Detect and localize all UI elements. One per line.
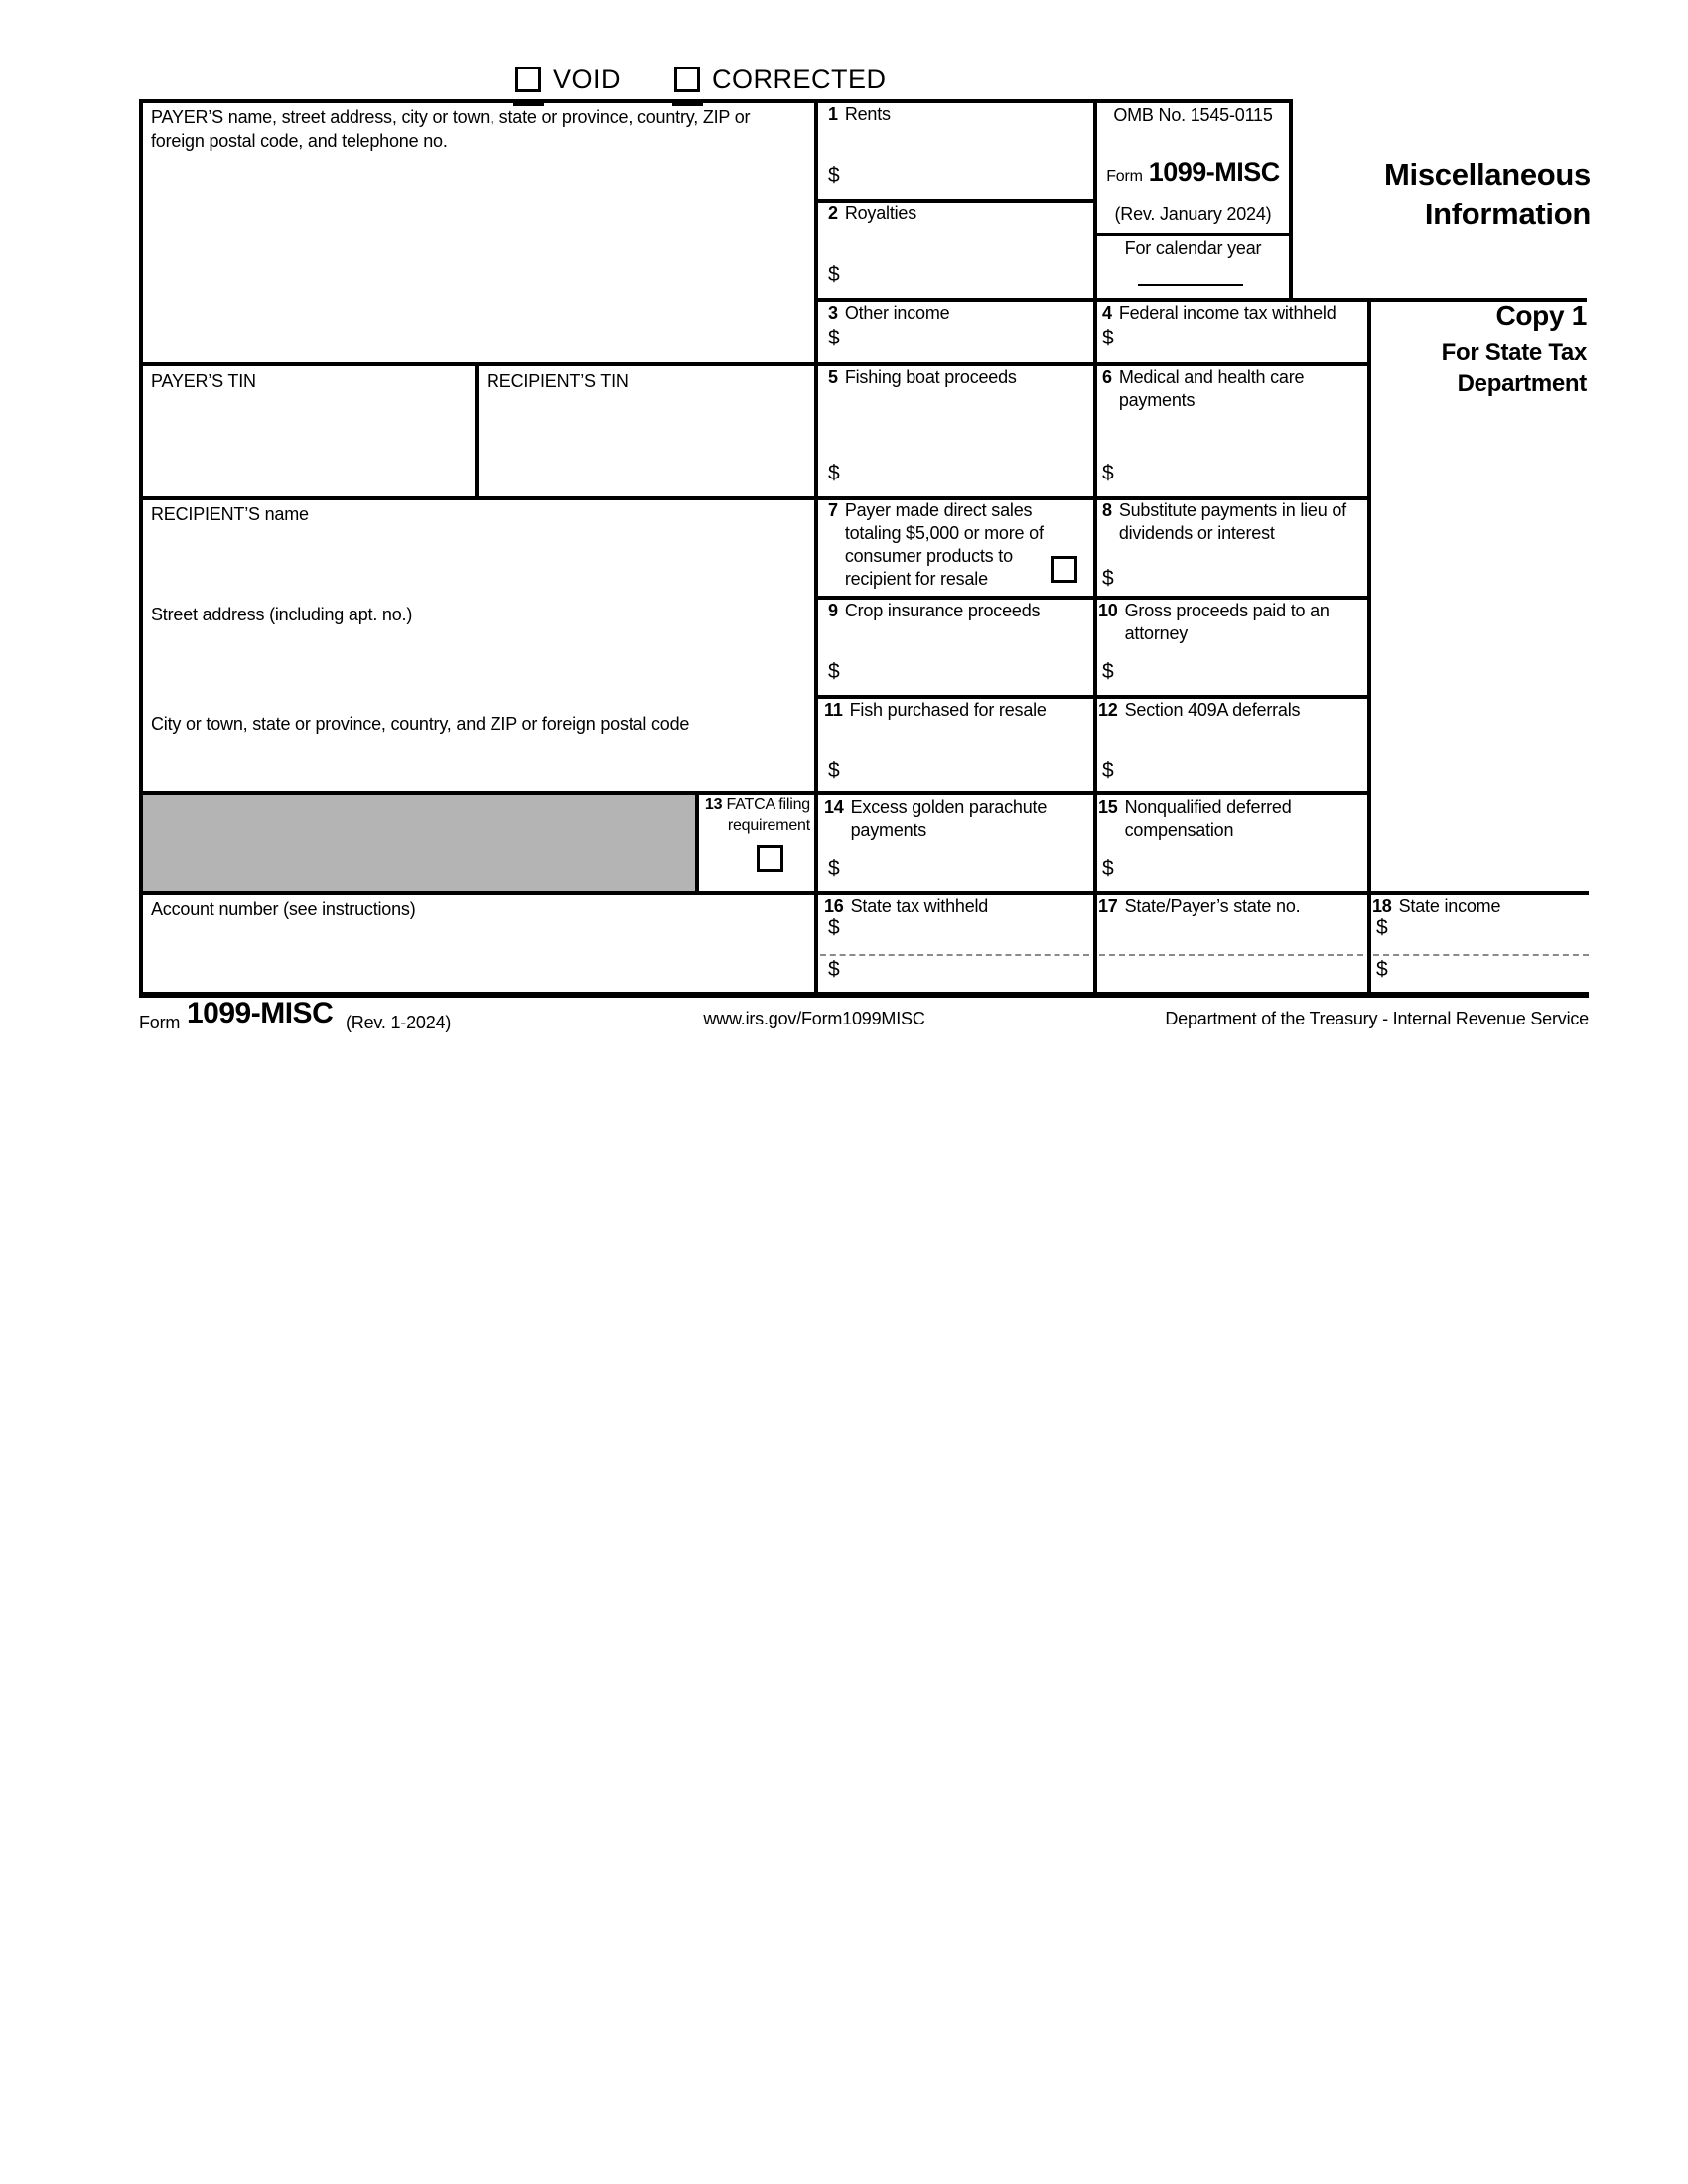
- form-word: Form: [1106, 168, 1143, 185]
- box-12-number: 12: [1098, 700, 1118, 720]
- shaded-unused-area: [141, 793, 695, 891]
- recipient-tin-field[interactable]: [483, 395, 810, 492]
- box-4-label: [1102, 302, 1366, 325]
- box-13-label: [695, 794, 810, 836]
- box-9-number: 9: [828, 601, 838, 620]
- copy-for-line2: Department: [1457, 370, 1587, 397]
- box-17-number: 17: [1098, 896, 1118, 916]
- box-3-number: 3: [828, 303, 838, 323]
- box-3-label: [828, 302, 1027, 325]
- direct-sales-checkbox[interactable]: [1051, 556, 1077, 583]
- account-number-label: Account number (see instructions): [151, 899, 416, 919]
- form-title-line2: Information: [1424, 197, 1591, 231]
- city-field[interactable]: [145, 743, 810, 787]
- box-6-label: [1102, 366, 1350, 412]
- street-address-field[interactable]: [145, 635, 810, 705]
- void-checkbox[interactable]: [515, 67, 541, 92]
- box-18-dollar-sign-1: $: [1376, 916, 1388, 939]
- box-2-number: 2: [828, 204, 838, 223]
- box-1-number: 1: [828, 104, 838, 124]
- box-7-text: Payer made direct sales totaling $5,000 or more of consumer products to recipient for resale: [844, 500, 1044, 589]
- box-9-label: [828, 600, 1076, 622]
- box-10-text: Gross proceeds paid to an attorney: [1124, 601, 1330, 643]
- box-14-dollar-sign: $: [828, 857, 840, 880]
- box-11-text: Fish purchased for resale: [849, 700, 1047, 720]
- payer-tin-field[interactable]: [145, 395, 471, 492]
- box-16-dollar-sign-2: $: [828, 958, 840, 981]
- divider-dashed-box18: [1373, 954, 1589, 956]
- box-10-number: 10: [1098, 601, 1118, 620]
- box-12-text: Section 409A deferrals: [1124, 700, 1301, 720]
- box-4-number: 4: [1102, 303, 1112, 323]
- divider-top-border: [139, 99, 1289, 103]
- box-8-text: Substitute payments in lieu of dividends or interest: [1118, 500, 1346, 543]
- divider-main-column: [814, 99, 818, 998]
- box-18-label: [1372, 895, 1581, 918]
- box-15-label: [1098, 796, 1358, 842]
- box-15-number: 15: [1098, 797, 1118, 817]
- calendar-year-label: For calendar year: [1124, 238, 1262, 258]
- box-16-text: State tax withheld: [850, 896, 989, 916]
- box-8-number: 8: [1102, 500, 1112, 520]
- corrected-label: CORRECTED: [712, 65, 887, 94]
- form-revision: (Rev. January 2024): [1114, 205, 1272, 224]
- box-6-dollar-sign: $: [1102, 462, 1114, 484]
- recipient-tin-label: RECIPIENT’S TIN: [487, 371, 629, 391]
- box-15-text: Nonqualified deferred compensation: [1124, 797, 1292, 840]
- box-16-label: [824, 895, 1072, 918]
- divider-dashed-box17: [1099, 954, 1363, 956]
- fatca-checkbox[interactable]: [757, 845, 783, 872]
- copy-for-line1: For State Tax: [1441, 340, 1587, 366]
- box-3-text: Other income: [844, 303, 950, 323]
- divider-tin-columns: [475, 362, 479, 500]
- payer-info-field[interactable]: [145, 159, 810, 357]
- account-number-field[interactable]: [145, 925, 810, 989]
- footer-url: www.irs.gov/Form1099MISC: [703, 1009, 925, 1028]
- box-14-number: 14: [824, 797, 844, 817]
- box-9-text: Crop insurance proceeds: [844, 601, 1041, 620]
- box-4-text: Federal income tax withheld: [1118, 303, 1336, 323]
- city-label: City or town, state or province, country, and ZIP or foreign postal code: [151, 714, 690, 734]
- box-2-dollar-sign: $: [828, 263, 840, 286]
- box-7-number: 7: [828, 500, 838, 520]
- corrected-checkbox[interactable]: [674, 67, 700, 92]
- box-7-label: [828, 499, 1076, 591]
- box-4-dollar-sign: $: [1102, 327, 1114, 349]
- street-address-label: Street address (including apt. no.): [151, 605, 413, 624]
- divider-left-border: [139, 99, 143, 998]
- box-5-number: 5: [828, 367, 838, 387]
- box-6-number: 6: [1102, 367, 1112, 387]
- box-1-label: [828, 103, 1027, 126]
- void-label: VOID: [553, 65, 622, 94]
- box-3-dollar-sign: $: [828, 327, 840, 349]
- omb-number: OMB No. 1545-0115: [1113, 105, 1273, 125]
- box-12-label: [1098, 699, 1358, 722]
- box-9-dollar-sign: $: [828, 660, 840, 683]
- box-18-text: State income: [1398, 896, 1501, 916]
- box-6-text: Medical and health care payments: [1118, 367, 1305, 410]
- payer-tin-label: PAYER’S TIN: [151, 371, 256, 391]
- box-16-dollar-sign-1: $: [828, 916, 840, 939]
- recipient-name-field[interactable]: [145, 530, 810, 598]
- calendar-year-input-line[interactable]: [1138, 284, 1243, 286]
- box-10-dollar-sign: $: [1102, 660, 1114, 683]
- box-16-number: 16: [824, 896, 844, 916]
- form-number-block: [1097, 157, 1289, 188]
- box-17-label: [1098, 895, 1360, 918]
- box-15-dollar-sign: $: [1102, 857, 1114, 880]
- divider-copy-area-left: [1367, 298, 1371, 998]
- box-18-number: 18: [1372, 896, 1392, 916]
- divider-omb-calendar: [1093, 233, 1289, 236]
- box-2-text: Royalties: [844, 204, 917, 223]
- footer-form-number: 1099-MISC: [187, 997, 334, 1029]
- box-18-dollar-sign-2: $: [1376, 958, 1388, 981]
- footer-form-word: Form: [139, 1013, 181, 1032]
- box-17-text: State/Payer’s state no.: [1124, 896, 1301, 916]
- box-11-number: 11: [824, 700, 843, 720]
- box-11-label: [824, 699, 1082, 722]
- box-14-text: Excess golden parachute payments: [850, 797, 1048, 840]
- box-1-dollar-sign: $: [828, 164, 840, 187]
- box-5-dollar-sign: $: [828, 462, 840, 484]
- copy-label: Copy 1: [1495, 300, 1587, 331]
- box-8-dollar-sign: $: [1102, 567, 1114, 590]
- box-5-text: Fishing boat proceeds: [844, 367, 1017, 387]
- payer-info-label: PAYER’S name, street address, city or town, state or province, country, ZIP or foreign postal code, and telephone no.: [151, 107, 751, 151]
- box-10-label: [1098, 600, 1358, 645]
- box-8-label: [1102, 499, 1360, 545]
- box-11-dollar-sign: $: [828, 759, 840, 782]
- box-13-text: FATCA filing requirement: [726, 796, 810, 834]
- form-title-line1: Miscellaneous: [1383, 157, 1591, 192]
- recipient-name-label: RECIPIENT’S name: [151, 504, 309, 524]
- box-1-text: Rents: [844, 104, 891, 124]
- box-5-label: [828, 366, 1066, 389]
- footer-revision: (Rev. 1-2024): [346, 1013, 452, 1032]
- divider-bottom-border: [139, 992, 1589, 998]
- footer-agency: Department of the Treasury - Internal Revenue Service: [1165, 1009, 1589, 1028]
- divider-dashed-box16: [820, 954, 1089, 956]
- box-13-number: 13: [704, 796, 723, 813]
- box-12-dollar-sign: $: [1102, 759, 1114, 782]
- box-2-label: [828, 203, 1027, 225]
- form-number: 1099-MISC: [1148, 157, 1280, 187]
- box-14-label: [824, 796, 1067, 842]
- divider-right-column: [1093, 99, 1097, 996]
